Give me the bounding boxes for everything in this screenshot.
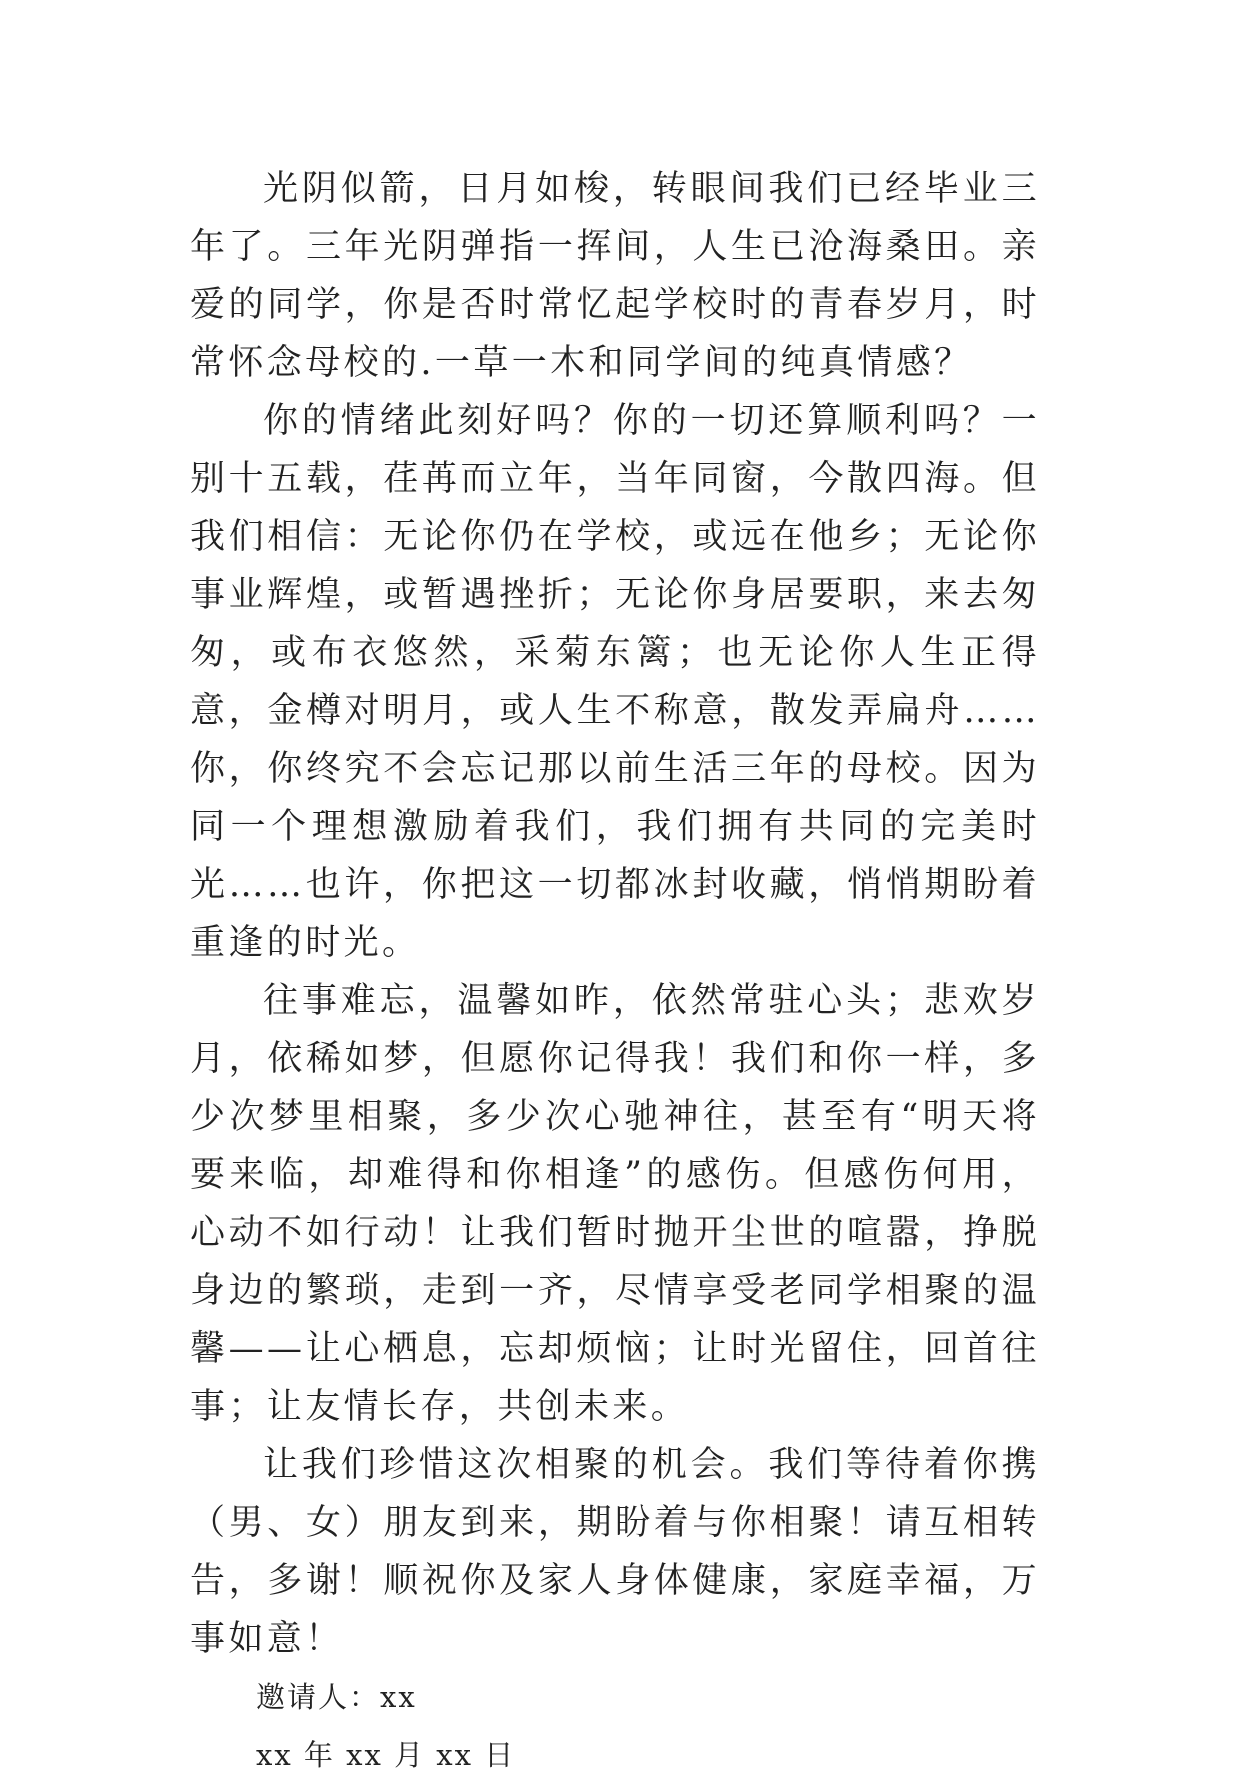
paragraph-opening: 光阴似箭，日月如梭，转眼间我们已经毕业三年了。三年光阴弹指一挥间，人生已沧海桑田。亲爱的同学，你是否时常忆起学校时的青春岁月，时常怀念母校的.一草一木和同学间的纯真情感？ <box>190 169 1040 383</box>
paragraph-invitation: 让我们珍惜这次相聚的机会。我们等待着你携（男、女）朋友到来，期盼着与你相聚！请互相转告，多谢！顺祝你及家人身体健康，家庭幸福，万事如意！ <box>190 1445 1040 1659</box>
paragraph-greeting: 你的情绪此刻好吗？你的一切还算顺利吗？一别十五载，荏苒而立年，当年同窗，今散四海。但我们相信：无论你仍在学校，或远在他乡；无论你事业辉煌，或暂遇挫折；无论你身居要职，来去匆匆，或布衣悠然，采菊东篱；也无论你人生正得意，金樽对明月，或人生不称意，散发弄扁舟……你，你终究不会忘记那以前生活三年的母校。因为同一个理想激励着我们，我们拥有共同的完美时光……也许，你把这一切都冰封收藏，悄悄期盼着重逢的时光。 <box>190 401 1040 963</box>
letter-body <box>190 160 1040 1784</box>
paragraph-memories: 往事难忘，温馨如昨，依然常驻心头；悲欢岁月，依稀如梦，但愿你记得我！我们和你一样，多少次梦里相聚，多少次心驰神往，甚至有“明天将要来临，却难得和你相逢”的感伤。但感伤何用，心动不如行动！让我们暂时抛开尘世的喧嚣，挣脱身边的繁琐，走到一齐，尽情享受老同学相聚的温馨——让心栖息，忘却烦恼；让时光留住，回首往事；让友情长存，共创未来。 <box>190 981 1040 1427</box>
inviter-line: 邀请人：xx <box>256 1680 417 1714</box>
date-line: xx 年 xx 月 xx 日 <box>256 1738 516 1772</box>
